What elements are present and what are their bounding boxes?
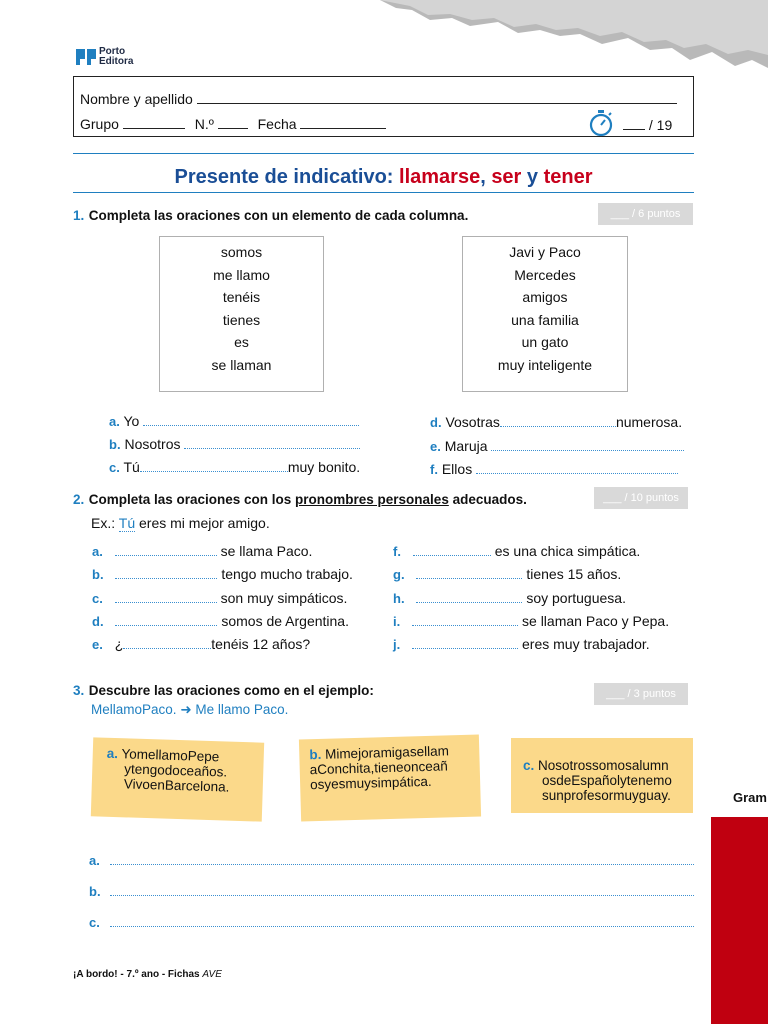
sticky-note-a	[91, 737, 264, 821]
ex1-answer-b[interactable]	[184, 436, 360, 449]
ex1-item-c	[109, 459, 360, 475]
col-left-word: se llaman	[211, 356, 272, 373]
ex2-item-i	[393, 613, 669, 629]
note-line: YomellamoPepe	[121, 746, 220, 765]
ex1-column-left	[159, 236, 324, 392]
date-field[interactable]	[300, 115, 386, 129]
logo-text	[99, 47, 133, 67]
item-start: Yo	[123, 413, 140, 429]
item-start: Maruja	[444, 438, 488, 454]
item-label: f.	[430, 462, 438, 477]
footer-italic: AVE	[202, 969, 222, 980]
item-label: a.	[109, 414, 120, 429]
title-tener: tener	[543, 166, 593, 188]
porto-editora-logo-icon	[76, 49, 96, 65]
ex3-answer-row-a	[89, 852, 694, 868]
publisher-logo	[76, 47, 133, 67]
note-line: osdeEspañolytenemo	[542, 773, 672, 788]
item-label: d.	[430, 415, 442, 430]
ex2-item-j	[393, 636, 650, 652]
ex3-answer-b[interactable]	[110, 883, 694, 896]
item-start: Nosotros	[124, 436, 181, 452]
note-line: Mimejoramigasellam	[324, 743, 450, 762]
sticky-note-b	[299, 735, 481, 822]
item-label: f.	[393, 544, 401, 559]
item-text: somos de Argentina.	[221, 613, 349, 629]
item-label: i.	[393, 614, 401, 629]
score-total	[623, 116, 672, 133]
ex2-answer-f[interactable]	[413, 543, 491, 556]
number-field[interactable]	[218, 115, 248, 129]
col-right-word: Mercedes	[514, 266, 576, 283]
ex1-answer-d[interactable]	[500, 414, 616, 427]
col-left-word: tienes	[222, 311, 261, 328]
item-label: e.	[430, 439, 441, 454]
item-start: Vosotras	[445, 414, 500, 430]
item-text: se llama Paco.	[220, 543, 313, 559]
logo-line-1: Porto	[99, 46, 126, 57]
col-right-word: una familia	[511, 311, 579, 328]
ex2-item-b	[92, 566, 353, 582]
ex3-example	[91, 702, 288, 718]
ex2-item-f	[393, 543, 640, 559]
ex1-column-right	[462, 236, 628, 392]
date-label: Fecha	[257, 116, 297, 132]
item-label: c.	[109, 460, 120, 475]
ex3-answer-row-b	[89, 883, 694, 899]
ex2-item-h	[393, 590, 626, 606]
note-line: VivoenBarcelona.	[123, 776, 230, 795]
ex2-instruction-pre: Completa las oraciones con los	[88, 492, 296, 507]
side-red-bar	[711, 817, 768, 1024]
ex1-item-a	[109, 413, 359, 429]
item-label: g.	[393, 567, 405, 582]
example-source: MellamoPaco.	[91, 702, 177, 717]
ex1-item-b	[109, 436, 360, 452]
ex2-item-e	[92, 636, 310, 652]
ex3-answer-a[interactable]	[110, 852, 694, 865]
ex3-answer-row-c	[89, 914, 694, 930]
item-text: tenéis 12 años?	[211, 636, 311, 652]
ex2-score: ___ / 10 puntos	[594, 487, 688, 509]
ex2-answer-h[interactable]	[416, 590, 522, 603]
worksheet-title	[73, 166, 694, 189]
score-field[interactable]	[623, 116, 645, 130]
col-right-word: muy inteligente	[497, 356, 593, 373]
side-tab-label: Gram	[733, 790, 767, 805]
item-label: b.	[92, 567, 104, 582]
ex3-instruction: Descubre las oraciones como en el ejemplo:	[88, 683, 374, 698]
note-line: osyesmuysimpática.	[309, 773, 432, 793]
ex1-heading	[73, 207, 468, 225]
logo-line-2: Editora	[99, 56, 134, 67]
title-part1: Presente de indicativo:	[174, 166, 394, 188]
ex1-item-d	[430, 414, 682, 430]
ex2-answer-c[interactable]	[115, 590, 217, 603]
ex2-item-c	[92, 590, 347, 606]
footer-text: ¡A bordo! - 7.º ano - Fichas	[73, 969, 203, 980]
ex2-answer-a[interactable]	[115, 543, 217, 556]
ex3-heading	[73, 682, 374, 700]
ex1-answer-e[interactable]	[491, 438, 684, 451]
col-right-word: amigos	[522, 289, 568, 305]
sticky-note-c	[511, 738, 693, 813]
item-end: muy bonito.	[287, 459, 361, 475]
title-rule-bottom	[73, 192, 694, 193]
footer	[73, 969, 222, 980]
stopwatch-icon	[587, 109, 615, 137]
name-field[interactable]	[197, 90, 677, 104]
ex1-item-f	[430, 461, 678, 477]
ex1-answer-f[interactable]	[476, 461, 678, 474]
note-label: a.	[106, 745, 119, 762]
item-text: tienes 15 años.	[526, 566, 622, 582]
item-start: Ellos	[441, 461, 473, 477]
title-y: y	[526, 166, 539, 188]
title-ser: ser	[491, 166, 522, 188]
example-answer: Tú	[118, 515, 136, 531]
ex2-number: 2.	[73, 492, 85, 507]
note-label: b.	[309, 746, 322, 763]
example-rest: eres mi mejor amigo.	[139, 515, 270, 531]
answer-label: b.	[89, 884, 101, 899]
col-left-word: me llamo	[213, 266, 270, 283]
note-line: Nosotrossomosalumn	[538, 758, 669, 773]
col-right-word: un gato	[521, 334, 569, 350]
item-text: son muy simpáticos.	[220, 590, 348, 606]
ex1-score: ___ / 6 puntos	[598, 203, 693, 225]
ex1-answer-c[interactable]	[140, 459, 288, 472]
item-pre: ¿	[114, 636, 124, 652]
arrow-right-icon: ➜	[180, 702, 192, 717]
item-label: h.	[393, 591, 405, 606]
item-label: c.	[92, 591, 103, 606]
title-llamarse: llamarse	[399, 166, 481, 188]
title-comma: ,	[480, 166, 486, 188]
item-label: d.	[92, 614, 104, 629]
item-text: es una chica simpática.	[494, 543, 641, 559]
ex2-item-a	[92, 543, 312, 559]
group-row	[80, 115, 386, 132]
ex1-answer-a[interactable]	[143, 413, 359, 426]
ex2-answer-b[interactable]	[115, 566, 217, 579]
name-row	[80, 90, 677, 107]
example-label: Ex.:	[91, 515, 116, 531]
ex2-heading	[73, 491, 527, 509]
ex1-instruction: Completa las oraciones con un elemento de cada columna.	[88, 208, 469, 223]
ex1-item-e	[430, 438, 684, 454]
ex3-number: 3.	[73, 683, 85, 698]
ex2-instruction-post: adecuados.	[448, 492, 527, 507]
col-left-word: tenéis	[222, 289, 261, 305]
example-result: Me llamo Paco.	[195, 702, 289, 717]
ex2-answer-i[interactable]	[412, 613, 518, 626]
item-label: e.	[92, 637, 103, 652]
col-right-word: Javi y Paco	[509, 244, 581, 260]
ex3-score: ___ / 3 puntos	[594, 683, 688, 705]
ex2-answer-g[interactable]	[416, 566, 522, 579]
item-start: Tú	[123, 459, 140, 475]
col-left-word: somos	[220, 244, 263, 260]
student-info-box	[73, 76, 694, 137]
item-text: tengo mucho trabajo.	[221, 566, 353, 582]
ex2-item-g	[393, 566, 621, 582]
title-rule-top	[73, 153, 694, 154]
ex2-item-d	[92, 613, 349, 629]
ex2-answer-d[interactable]	[115, 613, 217, 626]
note-line: sunprofesormuyguay.	[542, 788, 671, 803]
note-line: aConchita,tieneonceañ	[309, 758, 449, 778]
torn-paper-decoration	[0, 0, 768, 80]
item-label: a.	[92, 544, 103, 559]
score-total-label: / 19	[648, 117, 673, 133]
ex3-answer-c[interactable]	[110, 914, 694, 927]
answer-label: a.	[89, 853, 100, 868]
item-end: numerosa.	[615, 414, 683, 430]
answer-label: c.	[89, 915, 100, 930]
note-label: c.	[523, 758, 535, 773]
ex2-answer-j[interactable]	[412, 636, 518, 649]
item-text: se llaman Paco y Pepa.	[522, 613, 670, 629]
item-label: b.	[109, 437, 121, 452]
col-left-word: es	[234, 334, 249, 350]
number-label: N.º	[194, 116, 214, 132]
group-field[interactable]	[123, 115, 185, 129]
name-label: Nombre y apellido	[80, 91, 193, 107]
group-label: Grupo	[80, 116, 119, 132]
note-line: ytengodoceaños.	[124, 761, 228, 780]
ex2-example	[91, 515, 270, 531]
ex2-instruction-underlined: pronombres personales	[295, 492, 449, 507]
ex1-number: 1.	[73, 208, 85, 223]
ex2-answer-e[interactable]	[123, 636, 211, 649]
item-text: eres muy trabajador.	[522, 636, 650, 652]
item-label: j.	[393, 637, 401, 652]
item-text: soy portuguesa.	[526, 590, 626, 606]
